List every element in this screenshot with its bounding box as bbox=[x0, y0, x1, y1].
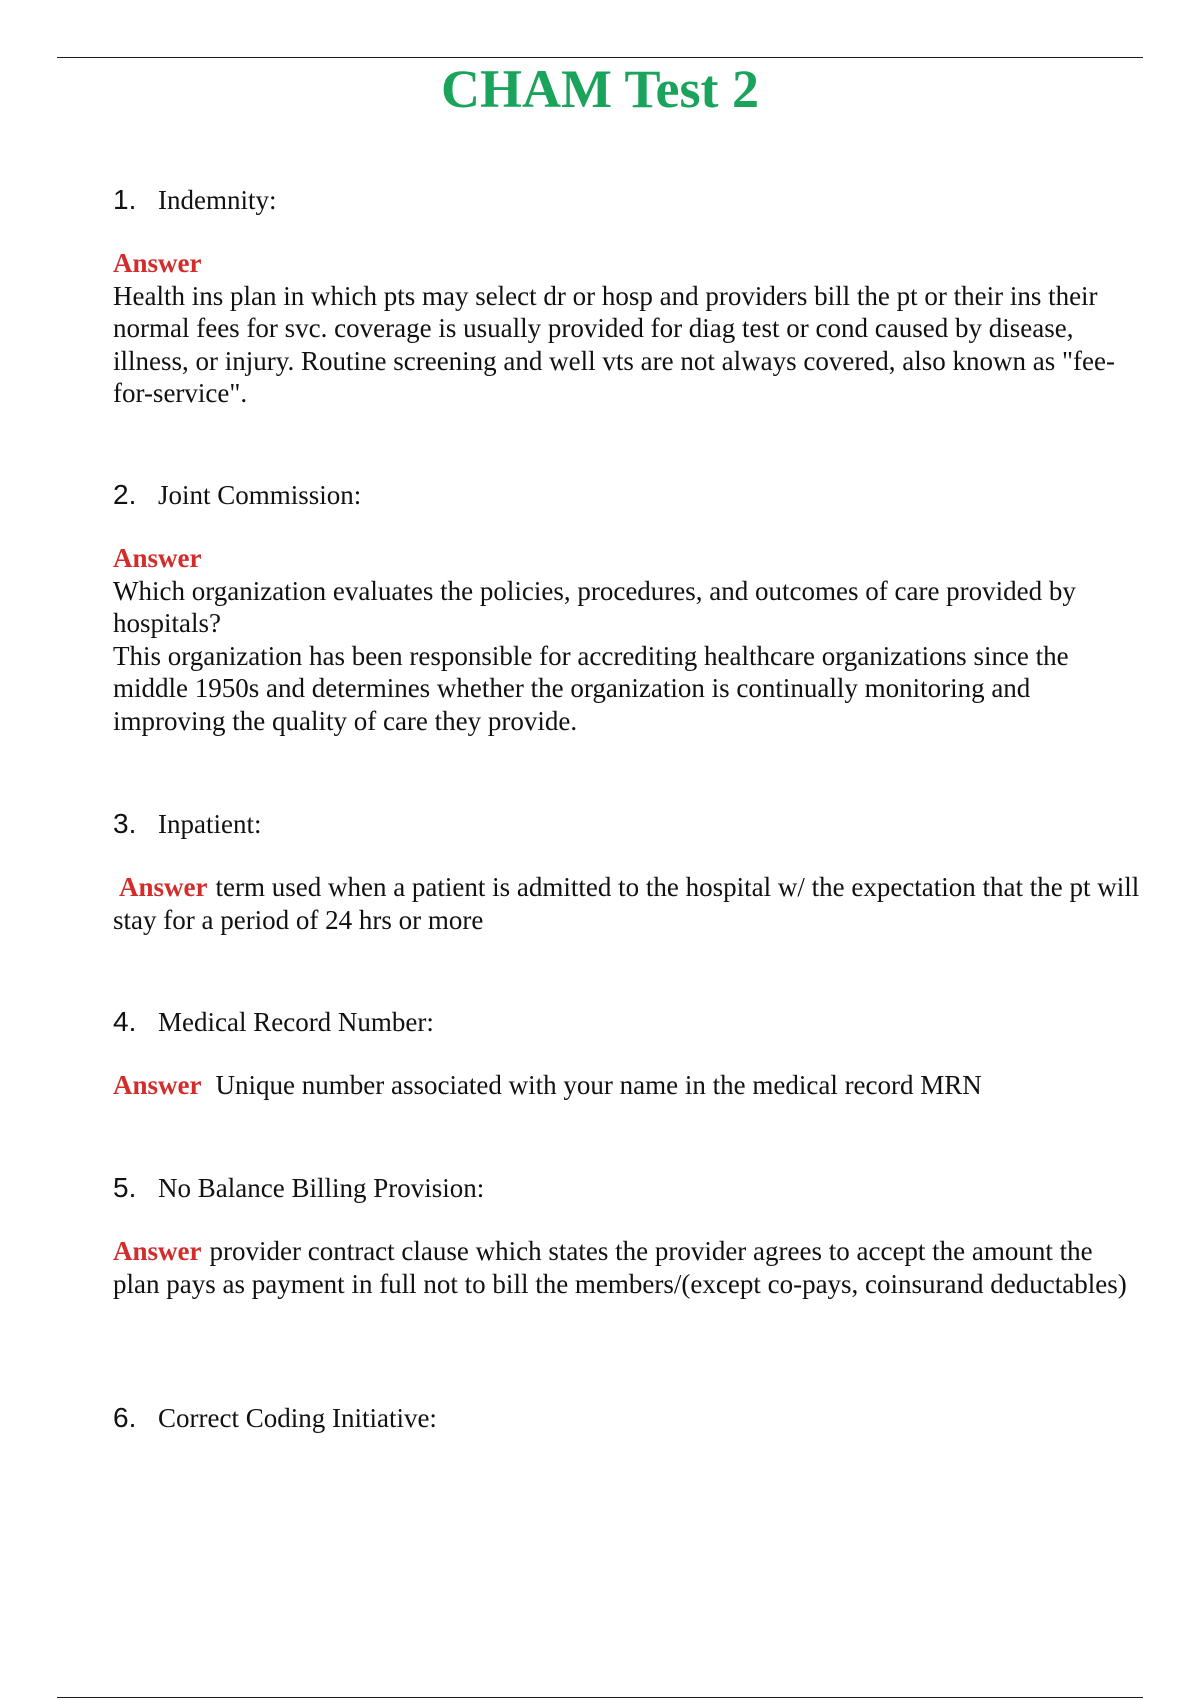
question-item-3 bbox=[113, 808, 1143, 936]
question-number: 3. bbox=[113, 808, 137, 839]
answer-text: Health ins plan in which pts may select dr or hosp and providers bill the pt or their ins their normal fees for svc. coverage is usually provided for diag test or cond caused by disease, illness, or injury. Routine screening and well vts are not always covered, also known as "fee-for-service". bbox=[113, 280, 1115, 408]
answer-label: Answer bbox=[113, 1070, 202, 1100]
question-term: No Balance Billing Provision: bbox=[158, 1173, 485, 1203]
answer-block bbox=[113, 1069, 1143, 1102]
question-item-4 bbox=[113, 1006, 1143, 1102]
question-term: Inpatient: bbox=[158, 809, 262, 839]
question-term: Indemnity: bbox=[158, 185, 277, 215]
question-term: Joint Commission: bbox=[158, 480, 362, 510]
answer-block bbox=[113, 1235, 1143, 1300]
answer-text: provider contract clause which states the provider agrees to accept the amount the plan pays as payment in full not to bill the members/(except co-pays, coinsurand deductables) bbox=[113, 1236, 1127, 1299]
answer-label: Answer bbox=[113, 1236, 202, 1266]
answer-block bbox=[113, 871, 1143, 936]
question-header bbox=[113, 184, 1143, 220]
bottom-rule bbox=[57, 1697, 1143, 1698]
question-number: 1. bbox=[113, 184, 137, 215]
answer-label: Answer bbox=[113, 543, 202, 573]
question-term: Correct Coding Initiative: bbox=[158, 1403, 437, 1433]
answer-text: Unique number associated with your name in the medical record MRN bbox=[215, 1070, 982, 1100]
question-item-6 bbox=[113, 1402, 1143, 1438]
question-item-1 bbox=[113, 184, 1143, 410]
question-number: 2. bbox=[113, 479, 137, 510]
question-number: 4. bbox=[113, 1006, 137, 1037]
answer-text: This organization has been responsible for accrediting healthcare organizations since the middle 1950s and determines whether the organization is continually monitoring and improving the quality of care they provide. bbox=[113, 640, 1069, 736]
answer-block bbox=[113, 542, 1143, 737]
answer-label: Answer bbox=[113, 248, 202, 278]
question-item-2 bbox=[113, 479, 1143, 737]
answer-block bbox=[113, 247, 1143, 410]
question-header bbox=[113, 1006, 1143, 1042]
answer-label: Answer bbox=[119, 872, 208, 902]
question-header bbox=[113, 1402, 1143, 1438]
question-item-5 bbox=[113, 1172, 1143, 1300]
answer-text: term used when a patient is admitted to the hospital w/ the expectation that the pt will stay for a period of 24 hrs or more bbox=[113, 872, 1140, 935]
question-header bbox=[113, 1172, 1143, 1208]
question-number: 6. bbox=[113, 1402, 137, 1433]
question-number: 5. bbox=[113, 1172, 137, 1203]
question-term: Medical Record Number: bbox=[158, 1007, 434, 1037]
page-title: CHAM Test 2 bbox=[440, 59, 759, 119]
question-header bbox=[113, 808, 1143, 844]
answer-text: Which organization evaluates the policies, procedures, and outcomes of care provided by hospitals? bbox=[113, 575, 1076, 638]
question-header bbox=[113, 479, 1143, 515]
